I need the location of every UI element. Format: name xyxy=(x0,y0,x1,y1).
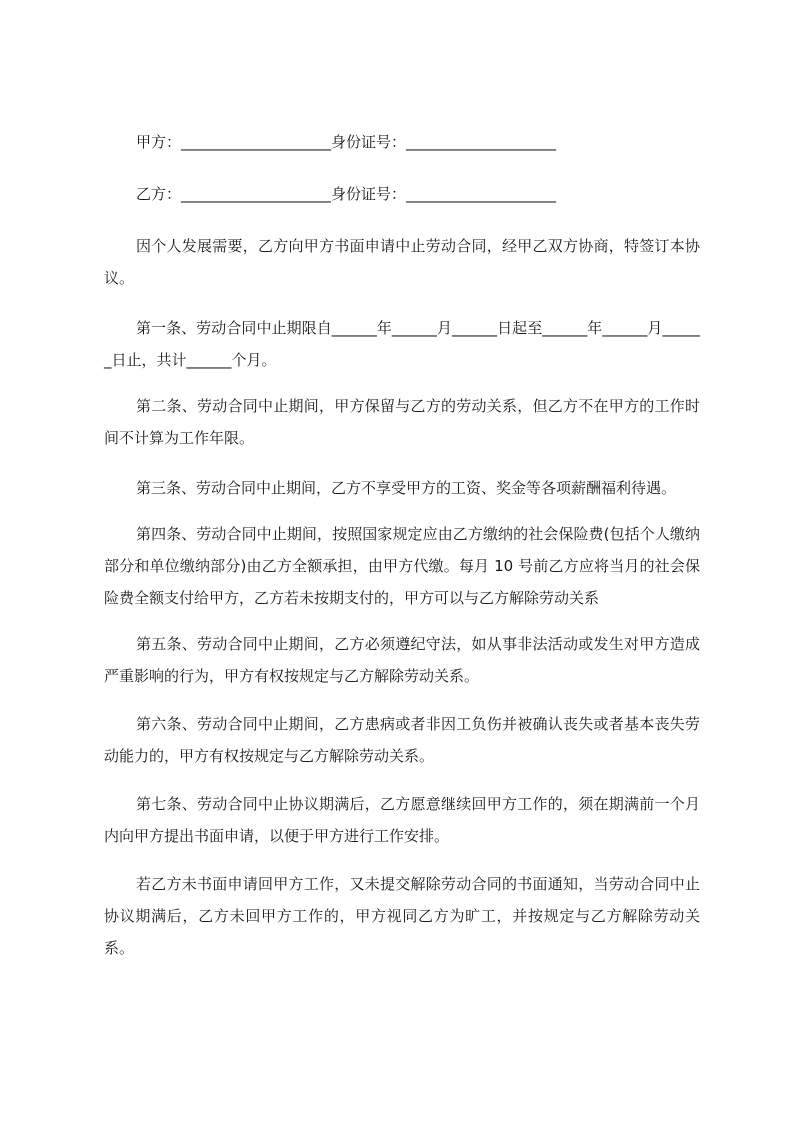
article-6-paragraph: 第六条、劳动合同中止期间，乙方患病或者非因工负伤并被确认丧失或者基本丧失劳动能力的，甲方有权按规定与乙方解除劳动关系。 xyxy=(104,715,700,765)
party-b-label: 乙方： xyxy=(136,185,182,203)
party-b-line xyxy=(136,184,556,204)
party-a-line xyxy=(136,132,556,152)
party-a-id-label: 身份证号： xyxy=(331,133,407,151)
party-a-name-blank: ____________________ xyxy=(181,133,332,151)
party-b-name-blank: ____________________ xyxy=(181,185,332,203)
article-2-paragraph: 第二条、劳动合同中止期间，甲方保留与乙方的劳动关系，但乙方不在甲方的工作时间不计算为工作年限。 xyxy=(104,397,700,447)
closing-paragraph: 若乙方未书面申请回甲方工作，又未提交解除劳动合同的书面通知，当劳动合同中止协议期满后，乙方未回甲方工作的，甲方视同乙方为旷工，并按规定与乙方解除劳动关系。 xyxy=(104,875,700,957)
article-1-paragraph: 第一条、劳动合同中止期限自______年______月______日起至______年______月______日止，共计______个月。 xyxy=(104,319,700,369)
article-4-paragraph: 第四条、劳动合同中止期间，按照国家规定应由乙方缴纳的社会保险费(包括个人缴纳部分和单位缴纳部分)由乙方全额承担，由甲方代缴。每月 10 号前乙方应将当月的社会保险费全额支付给甲方，乙方若未按期支付的，甲方可以与乙方解除劳动关系 xyxy=(104,525,700,607)
party-b-id-label: 身份证号： xyxy=(331,185,407,203)
article-3-paragraph: 第三条、劳动合同中止期间，乙方不享受甲方的工资、奖金等各项薪酬福利待遇。 xyxy=(136,479,677,497)
article-7-paragraph: 第七条、劳动合同中止协议期满后，乙方愿意继续回甲方工作的，须在期满前一个月内向甲方提出书面申请，以便于甲方进行工作安排。 xyxy=(104,795,700,845)
party-a-id-blank: ____________________ xyxy=(406,133,557,151)
preamble-paragraph: 因个人发展需要，乙方向甲方书面申请中止劳动合同，经甲乙双方协商，特签订本协议。 xyxy=(104,237,700,287)
party-b-id-blank: ____________________ xyxy=(406,185,557,203)
article-5-paragraph: 第五条、劳动合同中止期间，乙方必须遵纪守法，如从事非法活动或发生对甲方造成严重影响的行为，甲方有权按规定与乙方解除劳动关系。 xyxy=(104,635,700,685)
party-a-label: 甲方： xyxy=(136,133,182,151)
